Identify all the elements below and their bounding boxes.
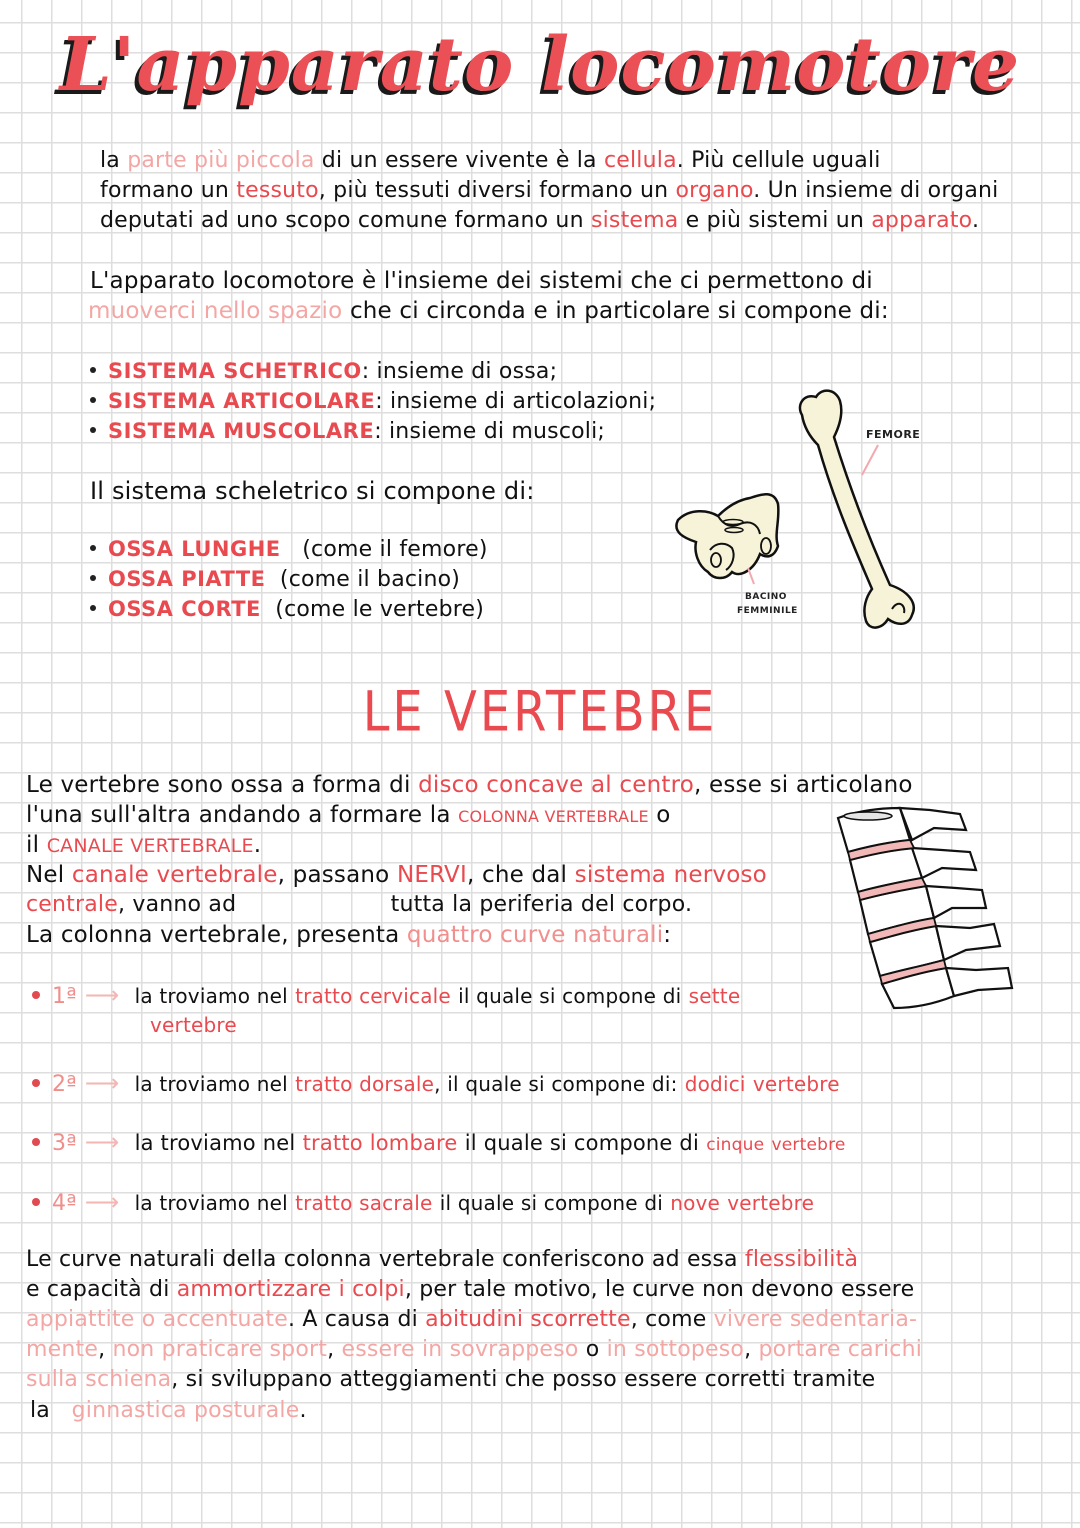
bullet-icon [90,427,96,433]
systems-item: SISTEMA SCHETRICO: insieme di ossa; [90,356,557,387]
femur-label: FEMORE [866,428,921,441]
conclusion-line-1: Le curve naturali della colonna vertebrale conferiscono ad essa flessibilità [26,1247,859,1272]
vertebre-line-5: centrale, vanno ad tutta la periferia del corpo. [26,892,693,917]
vertebre-line-3: il CANALE VERTEBRALE. [26,832,262,858]
bullet-icon [90,397,96,403]
bone-type-item: OSSA CORTE (come le vertebre) [90,594,484,625]
curve-item: 2ª ⟶ la troviamo nel tratto dorsale, il quale si compone di: dodici vertebre [32,1068,840,1100]
intro-line-3: deputati ad uno scopo comune formano un sistema e più sistemi un apparato. [100,208,980,233]
arrow-right-icon: ⟶ [84,1069,120,1097]
bone-type-item: OSSA LUNGHE (come il femore) [90,534,488,565]
systems-item: SISTEMA ARTICOLARE: insieme di articolazioni; [90,386,656,417]
bullet-icon [90,575,96,581]
conclusion-line-2: e capacità di ammortizzare i colpi, per tale motivo, le curve non devono essere [26,1277,915,1302]
intro-line-2: formano un tessuto, più tessuti diversi formano un organo. Un insieme di organi [100,178,999,203]
bullet-icon [32,1138,40,1146]
definition-line-1: L'apparato locomotore è l'insieme dei sistemi che ci permettono di [90,268,873,294]
curve-item: 3ª ⟶ la troviamo nel tratto lombare il quale si compone di cinque vertebre [32,1127,846,1160]
conclusion-line-3: appiattite o accentuate. A causa di abitudini scorrette, come vivere sedentaria- [26,1307,918,1332]
pelvis-illustration [670,480,790,590]
pelvis-label-2: FEMMINILE [737,606,798,616]
curve-item: 4ª ⟶ la troviamo nel tratto sacrale il quale si compone di nove vertebre [32,1187,814,1219]
bullet-icon [32,1079,40,1087]
vertebre-line-2: l'una sull'altra andando a formare la COLONNA VERTEBRALE o [26,802,671,828]
femur-illustration [790,385,930,635]
spine-illustration [830,800,1020,1010]
bullet-icon [90,367,96,373]
arrow-right-icon: ⟶ [84,1128,120,1156]
conclusion-line-4: mente, non praticare sport, essere in sovrappeso o in sottopeso, portare carichi [26,1337,923,1362]
arrow-right-icon: ⟶ [84,981,120,1009]
bullet-icon [90,605,96,611]
pelvis-label: BACINO [745,592,787,602]
page-title: L'apparato locomotore [59,22,1021,108]
bone-type-item: OSSA PIATTE (come il bacino) [90,564,460,595]
vertebre-line-1: Le vertebre sono ossa a forma di disco concave al centro, esse si articolano [26,772,913,798]
arrow-right-icon: ⟶ [84,1188,120,1216]
conclusion-line-6: la ginnastica posturale. [30,1398,307,1423]
intro-line-1: la parte più piccola di un essere vivente è la cellula. Più cellule uguali [100,148,881,173]
skeletal-intro: Il sistema scheletrico si compone di: [90,477,535,505]
bullet-icon [32,991,40,999]
bullet-icon [32,1198,40,1206]
bullet-icon [90,545,96,551]
curve-item-continuation: vertebre [150,1013,237,1037]
vertebre-line-4: Nel canale vertebrale, passano NERVI, che dal sistema nervoso [26,862,767,888]
conclusion-line-5: sulla schiena, si sviluppano atteggiamenti che posso essere corretti tramite [26,1367,876,1392]
systems-item: SISTEMA MUSCOLARE: insieme di muscoli; [90,416,605,447]
curve-item: 1ª ⟶ la troviamo nel tratto cervicale il quale si compone di sette [32,980,740,1012]
section-title-vertebre: LE VERTEBRE [362,679,718,745]
vertebre-line-6: La colonna vertebrale, presenta quattro curve naturali: [26,922,672,948]
definition-line-2: muoverci nello spazio che ci circonda e in particolare si compone di: [88,298,889,324]
